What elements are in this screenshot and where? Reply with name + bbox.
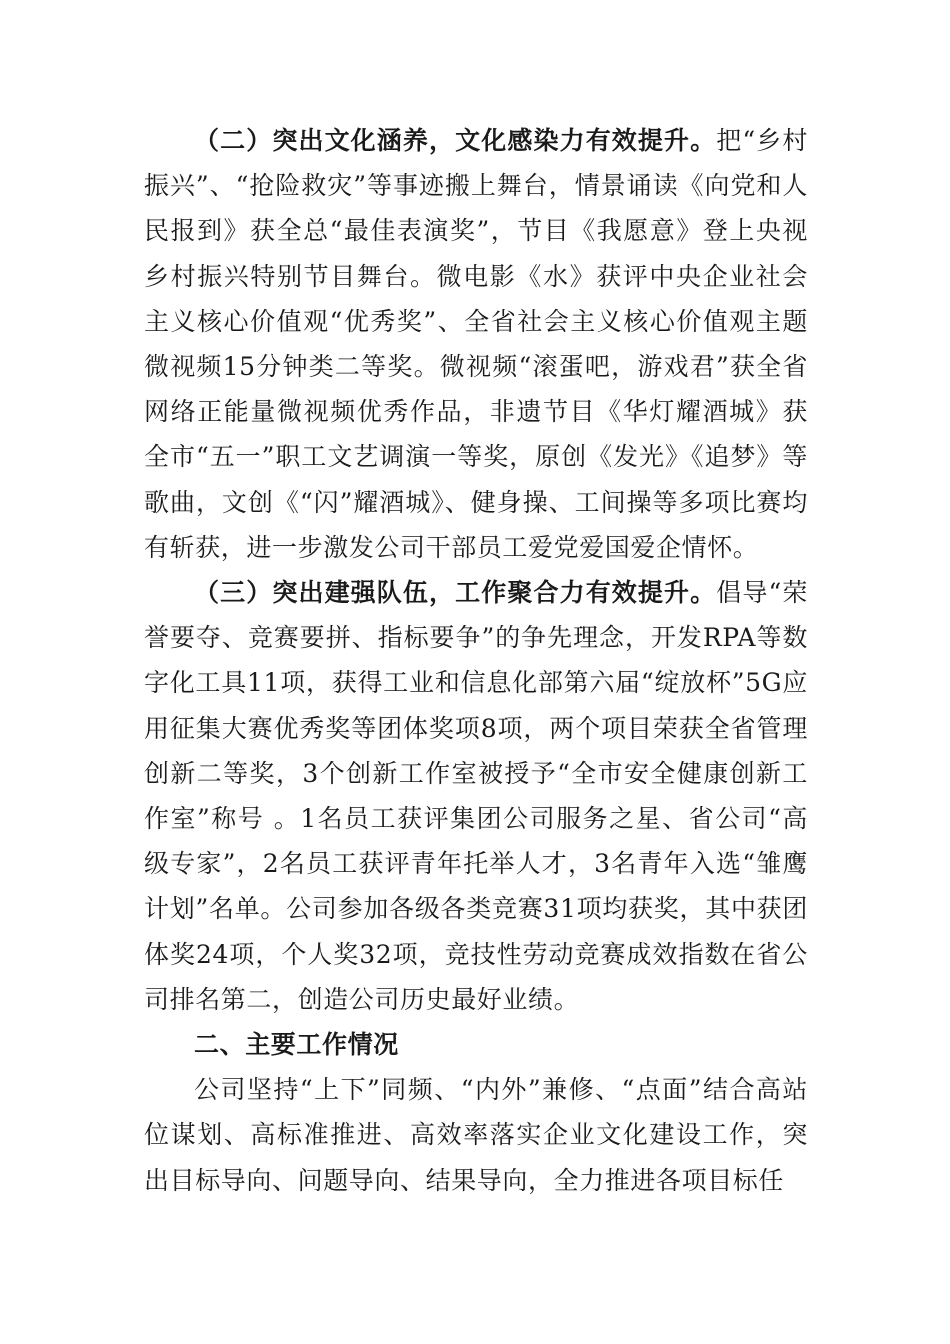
document-page [144,118,808,1203]
paragraph-body: 公司坚持“上下”同频、“内外”兼修、“点面”结合高站位谋划、高标准推进、高效率落实企业文化建设工作，突出目标导向、问题导向、结果导向，全力推进各项目标任 [144,1075,808,1195]
paragraph-culture [144,118,808,570]
paragraph-lead: （二）突出文化涵养，文化感染力有效提升。 [194,126,717,155]
paragraph-body: 倡导“荣誉要夺、竞赛要拼、指标要争”的争先理念，开发RPA等数字化工具11项，获得工业和信息化部第六届“绽放杯”5G应用征集大赛优秀奖等团体奖项8项，两个项目荣获全省管理创新二等奖，3个创新工作室被授予“全市安全健康创新工作室”称号 。1名员工获评集团公司服务之星、省公司“高级专家”，2名员工获评青年托举人才，3名青年入选“雏鹰计划”名单。公司参加各级各类竞赛31项均获奖，其中获团体奖24项，个人奖32项，竞技性劳动竞赛成效指数在省公司排名第二，创造公司历史最好业绩。 [144,578,808,1014]
paragraph-body: 把“乡村振兴”、“抢险救灾”等事迹搬上舞台，情景诵读《向党和人民报到》获全总“最佳表演奖”，节目《我愿意》登上央视乡村振兴特别节目舞台。微电影《水》获评中央企业社会主义核心价值观“优秀奖”、全省社会主义核心价值观主题微视频15分钟类二等奖。微视频“滚蛋吧，游戏君”获全省网络正能量微视频优秀作品，非遗节目《华灯耀酒城》获全市“五一”职工文艺调演一等奖，原创《发光》《追梦》等歌曲，文创《“闪”耀酒城》、健身操、工间操等多项比赛均有斩获，进一步激发公司干部员工爱党爱国爱企情怀。 [144,126,808,562]
paragraph-team [144,570,808,1022]
section-heading: 二、主要工作情况 [194,1030,399,1060]
paragraph-main-work [144,1067,808,1203]
paragraph-lead: （三）突出建强队伍，工作聚合力有效提升。 [194,578,717,608]
